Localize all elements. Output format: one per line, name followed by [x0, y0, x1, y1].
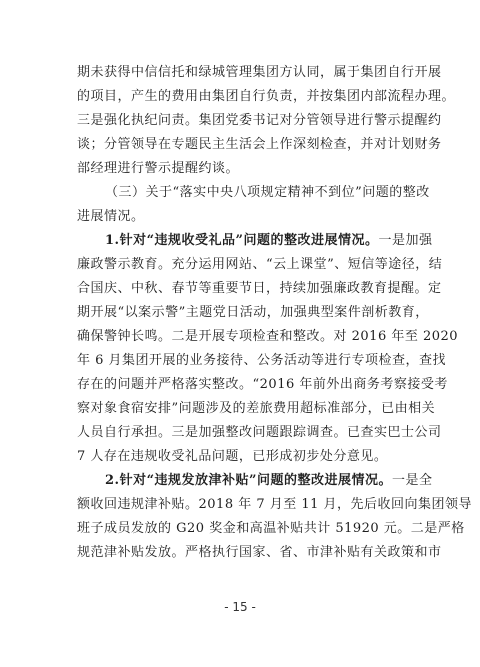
text-line: 7 人存在违规收受礼品问题，已形成初步处分意见。	[77, 449, 388, 464]
section-heading: （三）关于“落实中央八项规定精神不到位”问题的整改	[105, 185, 430, 200]
text-line: 额收回违规津补贴。2018 年 7 月至 11 月，先后收回向集团领导	[77, 497, 473, 512]
text-line: 期开展“以案示警”主题党日活动，加强典型案件剖析教育，	[77, 305, 429, 320]
text-line: 存在的问题并严格落实整改。“2016 年前外出商务考察接受考	[77, 377, 448, 392]
text-line: 察对象食宿安排”问题涉及的差旅费用超标准部分，已由相关	[77, 401, 436, 416]
section-heading-cont: 进展情况。	[77, 209, 145, 224]
text-line: 人员自行承担。三是加强整改问题跟踪调查。已查实巴士公司	[77, 425, 442, 440]
text-line: 合国庆、中秋、春节等重要节日，持续加强廉政教育提醒。定	[77, 281, 442, 296]
text-run: 一是全	[392, 473, 433, 488]
subheading-2: 2.针对“违规发放津补贴”问题的整改进展情况。	[105, 473, 393, 488]
text-line: 部经理进行警示提醒约谈。	[77, 161, 240, 176]
paragraph-1-start	[105, 230, 433, 252]
text-line: 规范津补贴发放。严格执行国家、省、市津补贴有关政策和市	[77, 545, 442, 560]
text-line: 谈；分管领导在专题民主生活会上作深刻检查，并对计划财务	[77, 137, 442, 152]
paragraph-2-start	[105, 470, 433, 492]
text-run: 一是加强	[378, 233, 433, 248]
text-line: 年 6 月集团开展的业务接待、公务活动等进行专项检查，查找	[77, 353, 447, 368]
subheading-1: 1.针对“违规收受礼品”问题的整改进展情况。	[105, 233, 379, 248]
text-line: 确保警钟长鸣。二是开展专项检查和整改。对 2016 年至 2020	[77, 329, 459, 344]
text-line: 期未获得中信信托和绿城管理集团方认同，属于集团自行开展	[77, 65, 442, 80]
page-number: - 15 -	[224, 600, 256, 614]
text-line: 班子成员发放的 G20 奖金和高温补贴共计 51920 元。二是严格	[77, 521, 465, 536]
text-line: 三是强化执纪问责。集团党委书记对分管领导进行警示提醒约	[77, 113, 442, 128]
text-line: 廉政警示教育。充分运用网站、“云上课堂”、短信等途径，结	[77, 257, 443, 272]
text-line: 的项目，产生的费用由集团自行负责，并按集团内部流程办理。	[77, 89, 456, 104]
